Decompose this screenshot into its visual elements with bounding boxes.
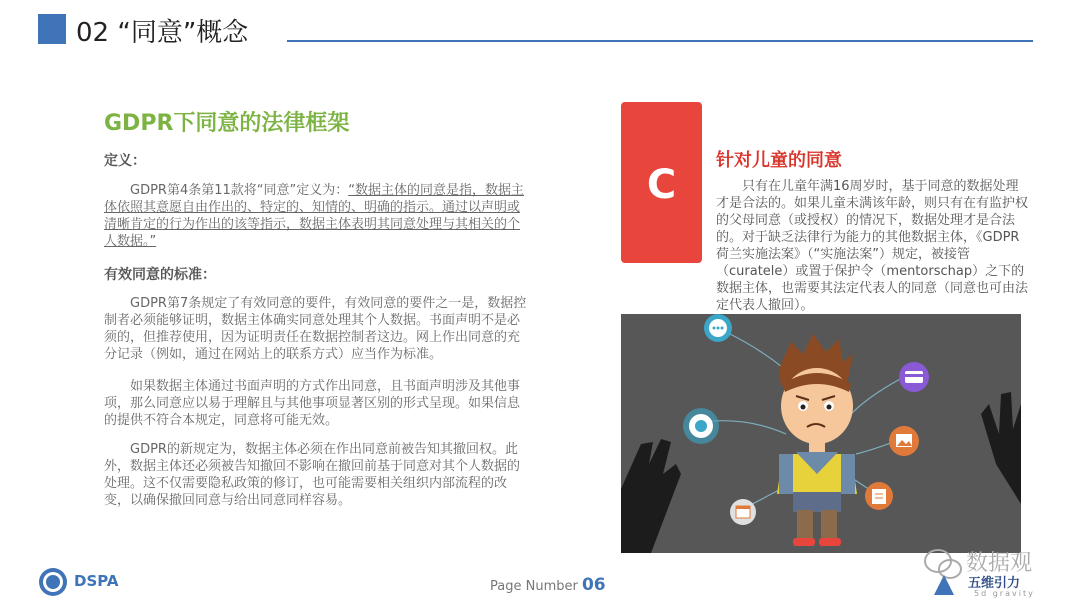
child-figure (777, 334, 857, 546)
section-title: GDPR下同意的法律框架 (104, 111, 350, 136)
standard-label: 有效同意的标准： (104, 267, 216, 283)
page-title: 02 “同意”概念 (76, 18, 249, 48)
definition-quote: “数据主体的同意是指，数据主体依照其意愿自由作出的、特定的、知情的、明确的指示。通过以声明或清晰肯定的行为作出的该等指示，数据主体表明其同意处理与其相关的个人数据。” (104, 183, 524, 249)
left-hand-shape (621, 439, 681, 553)
definition-paragraph (104, 182, 530, 250)
header-divider (287, 40, 1033, 42)
letter-badge-text: C (646, 162, 677, 208)
wechat-icon (925, 550, 961, 578)
letter-badge (621, 102, 702, 263)
child-illustration-svg (621, 314, 1021, 553)
image-icon (889, 426, 919, 456)
child-illustration (621, 314, 1021, 553)
definition-intro: GDPR第4条第11款将“同意”定义为： (130, 183, 349, 198)
watermark-text: 数据观 (966, 551, 1033, 576)
target-icon (683, 408, 719, 444)
children-consent-text: 只有在儿童年满16周岁时，基于同意的数据处理才是合法的。如果儿童未满该年龄，则只有在有监护权的父母同意（或授权）的情况下，数据处理才是合法的。对于缺乏法律行为能力的其他数据主体，《GDPR荷兰实施法案》（“实施法案”）规定，被接管（curatele）或置于保护令（mentorschap）之下的数据主体，也需要其法定代表人的同意（同意也可由法定代表人撤回）。 (716, 179, 1029, 313)
standard-paragraph-2: 如果数据主体通过书面声明的方式作出同意，且书面声明涉及其他事项，那么同意应以易于理解且与其他事项显著区别的形式呈现。如果信息的提供不符合本规定，同意将可能无效。 (104, 379, 521, 428)
chat-bubble-icon (704, 314, 732, 342)
watermark-brand: 五维引力 (968, 576, 1021, 591)
document-icon (865, 482, 893, 510)
definition-label: 定义： (104, 153, 146, 169)
standard-paragraph-1: GDPR第7条规定了有效同意的要件，有效同意的要件之一是，数据控制者必须能够证明，数据主体确实同意处理其个人数据。书面声明不是必须的，但推荐使用，因为证明责任在数据控制者这边。网上作出同意的充分记录（例如，通过在网站上的联系方式）应当作为标准。 (104, 296, 527, 362)
page-number (490, 575, 606, 595)
org-name: DSPA (74, 572, 119, 590)
card-icon (899, 362, 929, 392)
header-accent-square (38, 14, 66, 44)
right-hand-shape (981, 392, 1021, 504)
standard-paragraph-3: GDPR的新规定为，数据主体必须在作出同意前被告知其撤回权。此外，数据主体还必须被告知撤回不影响在撤回前基于同意对其个人数据的处理。这不仅需要隐私政策的修订，也可能需要相关组织内部流程的改变，以确保撤回同意与给出同意同样容易。 (104, 442, 521, 508)
dspa-logo-icon (38, 567, 68, 597)
page-number-label: Page Number (490, 579, 582, 594)
children-consent-title: 针对儿童的同意 (716, 150, 842, 171)
page-number-value: 06 (581, 575, 606, 595)
calendar-icon (730, 499, 756, 525)
watermark-sub: 5d gravity (974, 589, 1035, 598)
